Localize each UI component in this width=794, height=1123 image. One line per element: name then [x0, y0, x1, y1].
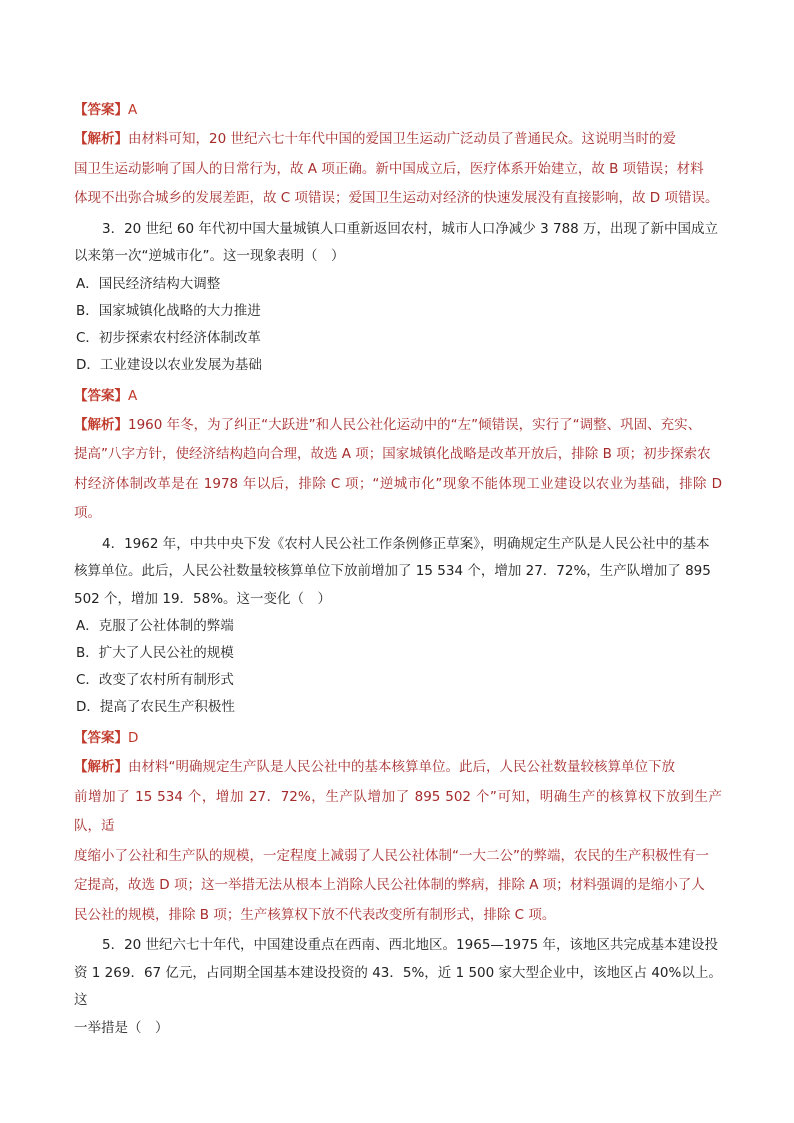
explanation-line: 定提高，故选 D 项；这一举措无法从根本上消除人民公社体制的弊病，排除 A 项；材料强调的是缩小了人 — [74, 877, 705, 893]
question-line: 以来第一次“逆城市化”。这一现象表明（ ） — [74, 248, 345, 264]
question-line: 502 个，增加 19．58%。这一变化（ ） — [74, 590, 332, 607]
answer-value: A — [128, 387, 138, 404]
question-line: 4．1962 年，中共中央下发《农村人民公社工作条例修正草案》，明确规定生产队是人民公社中的基本 — [102, 535, 710, 552]
options-q3 — [76, 271, 722, 379]
answer-value: D — [128, 730, 139, 746]
explanation-line: 体现不出弥合城乡的发展差距，故 C 项错误；爱国卫生运动对经济的快速发展没有直接影响，故 D 项错误。 — [74, 190, 719, 206]
option-d: D．提高了农民生产积极性 — [76, 699, 235, 715]
explanation-line: 国卫生运动影响了国人的日常行为，故 A 项正确。新中国成立后，医疗体系开始建立，故 B 项错误；材料 — [74, 160, 704, 177]
question-line: 核算单位。此后，人民公社数量较核算单位下放前增加了 15 534 个，增加 27．72%，生产队增加了 895 — [74, 563, 711, 579]
answer-value: A — [128, 102, 138, 118]
explanation-q3 — [74, 411, 722, 529]
answer-tag: 【答案】 — [74, 730, 128, 746]
explanation-line: 由材料“明确规定生产队是人民公社中的基本核算单位。此后，人民公社数量较核算单位下放 — [128, 759, 675, 775]
explanation-line: 由材料可知，20 世纪六七十年代中国的爱国卫生运动广泛动员了普通民众。这说明当时的爱 — [128, 131, 676, 147]
question-5 — [74, 932, 722, 1042]
options-q4 — [76, 613, 722, 721]
explanation-q2 — [74, 125, 722, 214]
explanation-line: 民公社的规模，排除 B 项；生产核算权下放不代表改变所有制形式，排除 C 项。 — [74, 906, 556, 923]
explanation-line: 度缩小了公社和生产队的规模，一定程度上减弱了人民公社体制“一大二公”的弊端，农民的生产积极性有一 — [74, 847, 709, 864]
answer-line-q2 — [74, 96, 722, 125]
explanation-tag: 【解析】 — [74, 416, 128, 433]
option-a: A．国民经济结构大调整 — [76, 275, 221, 292]
explanation-line: 提高”八字方针，使经济结构趋向合理，故选 A 项；国家城镇化战略是改革开放后，排除 B 项；初步探索农 — [74, 446, 711, 462]
option-c: C．初步探索农村经济体制改革 — [76, 329, 261, 346]
question-line: 资 1 269．67 亿元，占同期全国基本建设投资的 43．5%，近 1 500 家大型企业中，该地区占 40%以上。这 — [74, 964, 722, 1008]
explanation-q4 — [74, 753, 722, 930]
option-a: A．克服了公社体制的弊端 — [76, 618, 234, 634]
option-c: C．改变了农村所有制形式 — [76, 672, 234, 688]
question-line: 5．20 世纪六七十年代，中国建设重点在西南、西北地区。1965—1975 年，该地区共完成基本建设投 — [102, 937, 719, 953]
question-line: 一举措是（ ） — [74, 1019, 169, 1036]
explanation-tag: 【解析】 — [74, 759, 128, 775]
option-b: B．扩大了人民公社的规模 — [76, 645, 234, 661]
explanation-line: 1960 年冬，为了纠正“大跃进”和人民公社化运动中的“左”倾错误，实行了“调整、巩固、充实、 — [128, 416, 702, 433]
explanation-line: 前增加了 15 534 个，增加 27．72%，生产队增加了 895 502 个”可知，明确生产的核算权下放到生产队，适 — [74, 788, 722, 834]
explanation-line: 村经济体制改革是在 1978 年以后，排除 C 项；“逆城市化”现象不能体现工业建设以农业为基础，排除 D 项。 — [74, 475, 722, 521]
answer-line-q3 — [74, 382, 722, 411]
explanation-tag: 【解析】 — [74, 131, 128, 147]
question-line: 3．20 世纪 60 年代初中国大量城镇人口重新返回农村，城市人口净减少 3 788 万，出现了新中国成立 — [102, 220, 719, 237]
answer-tag: 【答案】 — [74, 387, 128, 404]
question-4 — [74, 531, 722, 614]
answer-line-q4 — [74, 724, 722, 753]
option-b: B．国家城镇化战略的大力推进 — [76, 302, 261, 319]
answer-tag: 【答案】 — [74, 102, 128, 118]
option-d: D．工业建设以农业发展为基础 — [76, 356, 262, 373]
question-3 — [74, 216, 722, 271]
